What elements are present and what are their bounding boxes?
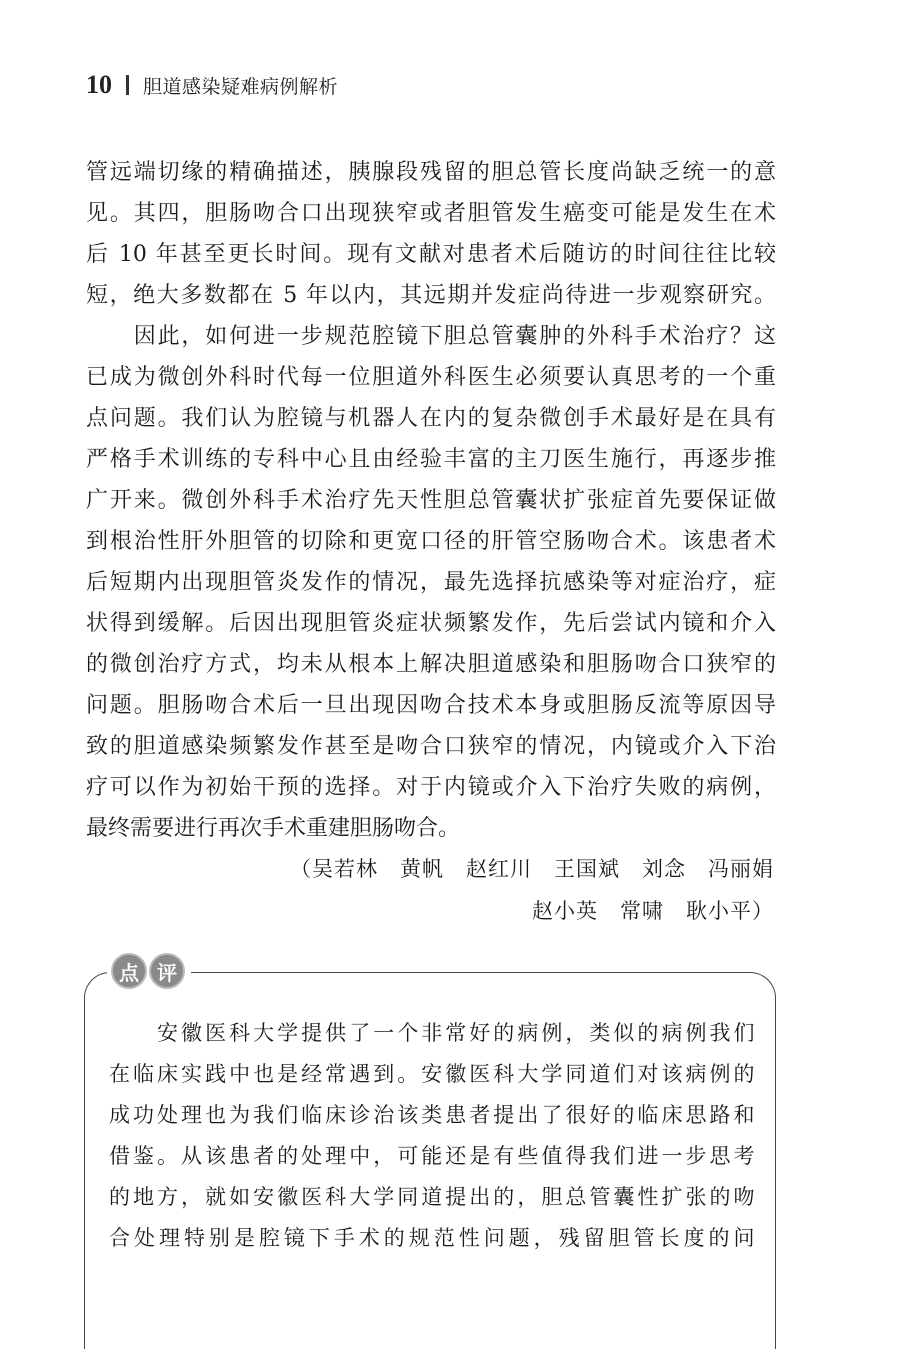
body-line: 疗可以作为初始干预的选择。对于内镜或介入下治疗失败的病例， bbox=[86, 775, 776, 800]
book-title: 胆道感染疑难病例解析 bbox=[143, 75, 339, 98]
commentary-text bbox=[109, 1013, 755, 1259]
body-line: 到根治性肝外胆管的切除和更宽口径的肝管空肠吻合术。该患者术 bbox=[86, 529, 776, 554]
body-line: 见。其四，胆肠吻合口出现狭窄或者胆管发生癌变可能是发生在术 bbox=[86, 201, 776, 226]
page-header bbox=[86, 68, 338, 102]
commentary-box bbox=[84, 960, 776, 1349]
body-line: 后短期内出现胆管炎发作的情况，最先选择抗感染等对症治疗，症 bbox=[86, 570, 776, 595]
author-list bbox=[174, 848, 774, 932]
body-line: 已成为微创外科时代每一位胆道外科医生必须要认真思考的一个重 bbox=[86, 365, 776, 390]
body-line: 管远端切缘的精确描述，胰腺段残留的胆总管长度尚缺乏统一的意 bbox=[86, 160, 776, 185]
comment-line: 合处理特别是腔镜下手术的规范性问题，残留胆管长度的问 bbox=[109, 1226, 755, 1250]
body-line: 的微创治疗方式，均未从根本上解决胆道感染和胆肠吻合口狭窄的 bbox=[86, 652, 776, 677]
badge-circle-ping: 评 bbox=[149, 953, 185, 989]
body-text bbox=[86, 152, 776, 849]
comment-line: 成功处理也为我们临床诊治该类患者提出了很好的临床思路和 bbox=[109, 1103, 755, 1127]
body-line: 严格手术训练的专科中心且由经验丰富的主刀医生施行，再逐步推 bbox=[86, 447, 776, 472]
body-line: 致的胆道感染频繁发作甚至是吻合口狭窄的情况，内镜或介入下治 bbox=[86, 734, 776, 759]
body-line: 后 10 年甚至更长时间。现有文献对患者术后随访的时间往往比较 bbox=[86, 242, 776, 267]
badge-circle-dian: 点 bbox=[111, 953, 147, 989]
commentary-badge bbox=[107, 953, 191, 989]
body-line: 问题。胆肠吻合术后一旦出现因吻合技术本身或胆肠反流等原因导 bbox=[86, 693, 776, 718]
comment-line: 借鉴。从该患者的处理中，可能还是有些值得我们进一步思考 bbox=[109, 1144, 755, 1168]
body-line: 最终需要进行再次手术重建胆肠吻合。 bbox=[86, 816, 461, 841]
header-separator bbox=[126, 75, 129, 95]
author-line-1: （吴若林 黄帆 赵红川 王国斌 刘念 冯丽娟 bbox=[290, 857, 774, 881]
comment-line: 在临床实践中也是经常遇到。安徽医科大学同道们对该病例的 bbox=[109, 1062, 755, 1086]
body-line: 点问题。我们认为腔镜与机器人在内的复杂微创手术最好是在具有 bbox=[86, 406, 776, 431]
body-line: 因此，如何进一步规范腔镜下胆总管囊肿的外科手术治疗？这 bbox=[86, 324, 776, 349]
comment-line: 安徽医科大学提供了一个非常好的病例，类似的病例我们 bbox=[109, 1021, 755, 1045]
body-line: 广开来。微创外科手术治疗先天性胆总管囊状扩张症首先要保证做 bbox=[86, 488, 776, 513]
body-line: 状得到缓解。后因出现胆管炎症状频繁发作，先后尝试内镜和介入 bbox=[86, 611, 776, 636]
body-line: 短，绝大多数都在 5 年以内，其远期并发症尚待进一步观察研究。 bbox=[86, 283, 776, 308]
page-number: 10 bbox=[86, 70, 112, 99]
comment-line: 的地方，就如安徽医科大学同道提出的，胆总管囊性扩张的吻 bbox=[109, 1185, 755, 1209]
author-line-2: 赵小英 常啸 耿小平） bbox=[532, 899, 774, 923]
